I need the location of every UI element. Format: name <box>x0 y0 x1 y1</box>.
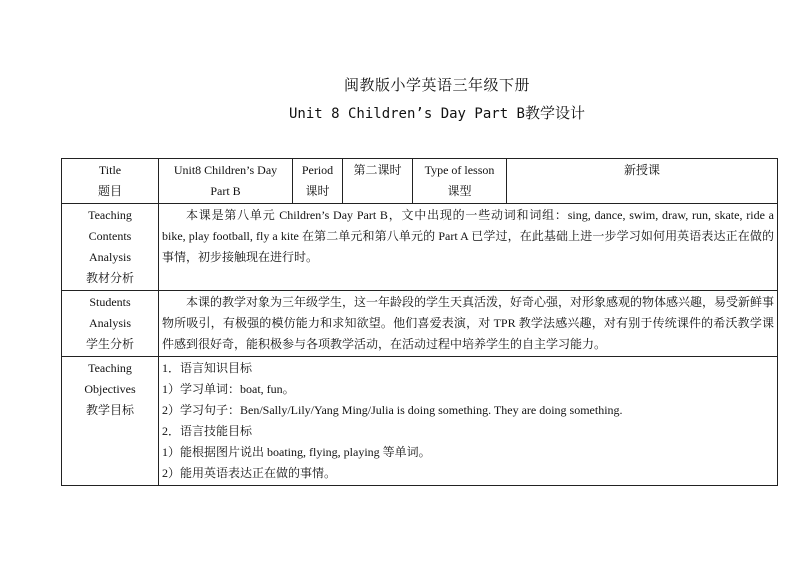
students-text-cell <box>159 291 778 357</box>
objectives-text-cell <box>159 357 778 486</box>
document-title: 闽教版小学英语三年级下册 <box>343 78 530 94</box>
objective-line: 2）学习句子：Ben/Sally/Lily/Yang Ming/Julia is doing something. They are doing something. <box>162 403 623 417</box>
students-paragraph: 本课的教学对象为三年级学生，这一年龄段的学生天真活泼，好奇心强，对形象感观的物体感兴趣，易受新鲜事物所吸引，有极强的模仿能力和求知欲望。他们喜爱表演，对 TPR 教学法感兴趣，对有别于传统课件的希沃教学课件感到很好奇，能积极参与各项教学活动，在活动过程中培养学生的自主学习能力。 <box>162 295 775 351</box>
unit-title-line2: Part B <box>210 184 241 198</box>
period-value: 第二课时 <box>353 163 402 177</box>
lesson-type-label-cell <box>413 159 507 204</box>
objective-line: 1）能根据图片说出 boating, flying, playing 等单词。 <box>162 445 431 459</box>
contents-label-line2: Contents <box>88 229 132 243</box>
students-label-cell <box>62 291 159 357</box>
period-value-cell <box>343 159 413 204</box>
contents-text-cell <box>159 204 778 291</box>
document-subtitle <box>0 102 794 123</box>
lesson-type-label-en: Type of lesson <box>424 163 495 177</box>
contents-label-cn: 教材分析 <box>85 271 134 285</box>
contents-label-line1: Teaching <box>88 208 132 222</box>
objectives-label-line2: Objectives <box>84 382 136 396</box>
unit-title-line1: Unit8 Children’s Day <box>173 163 278 177</box>
objective-line: 1）学习单词：boat, fun。 <box>162 382 295 396</box>
contents-label-cell <box>62 204 159 291</box>
title-label-cell <box>62 159 159 204</box>
title-label-en: Title <box>98 163 122 177</box>
objectives-label-cell <box>62 357 159 486</box>
period-label-cell <box>293 159 343 204</box>
title-label-cn: 题目 <box>97 184 122 198</box>
students-label-line2: Analysis <box>89 316 131 330</box>
lesson-type-label-cn: 课型 <box>447 184 472 198</box>
objectives-label-cn: 教学目标 <box>85 403 134 417</box>
period-label-cn: 课时 <box>305 184 330 198</box>
objectives-row <box>62 357 778 486</box>
objective-line: 1．语言知识目标 <box>162 361 253 375</box>
lesson-plan-table <box>61 158 778 486</box>
subtitle-chinese: 教学设计 <box>525 106 586 122</box>
lesson-type-value: 新授课 <box>623 163 660 177</box>
contents-label-line3: Analysis <box>89 250 131 264</box>
objective-line: 2．语言技能目标 <box>162 424 253 438</box>
students-label-line1: Students <box>89 295 131 309</box>
contents-paragraph: 本课是第八单元 Children’s Day Part B，文中出现的一些动词和词组：sing, dance, swim, draw, run, skate, ride a bike, play football, fly a kite 在第二单元和第八单元的 Part A 已学过，在此基础上进一步学习如何用英语表达正在做的事情，初步接触现在进行时。 <box>162 208 774 264</box>
period-label-en: Period <box>301 163 334 177</box>
header-row <box>62 159 778 204</box>
objectives-label-line1: Teaching <box>88 361 132 375</box>
objective-line: 2）能用英语表达正在做的事情。 <box>162 466 337 480</box>
students-row <box>62 291 778 357</box>
contents-row <box>62 204 778 291</box>
lesson-type-value-cell <box>507 159 778 204</box>
unit-title-cell <box>159 159 293 204</box>
subtitle-english: Unit 8 Children’s Day Part B <box>288 106 525 122</box>
students-label-cn: 学生分析 <box>85 337 134 351</box>
